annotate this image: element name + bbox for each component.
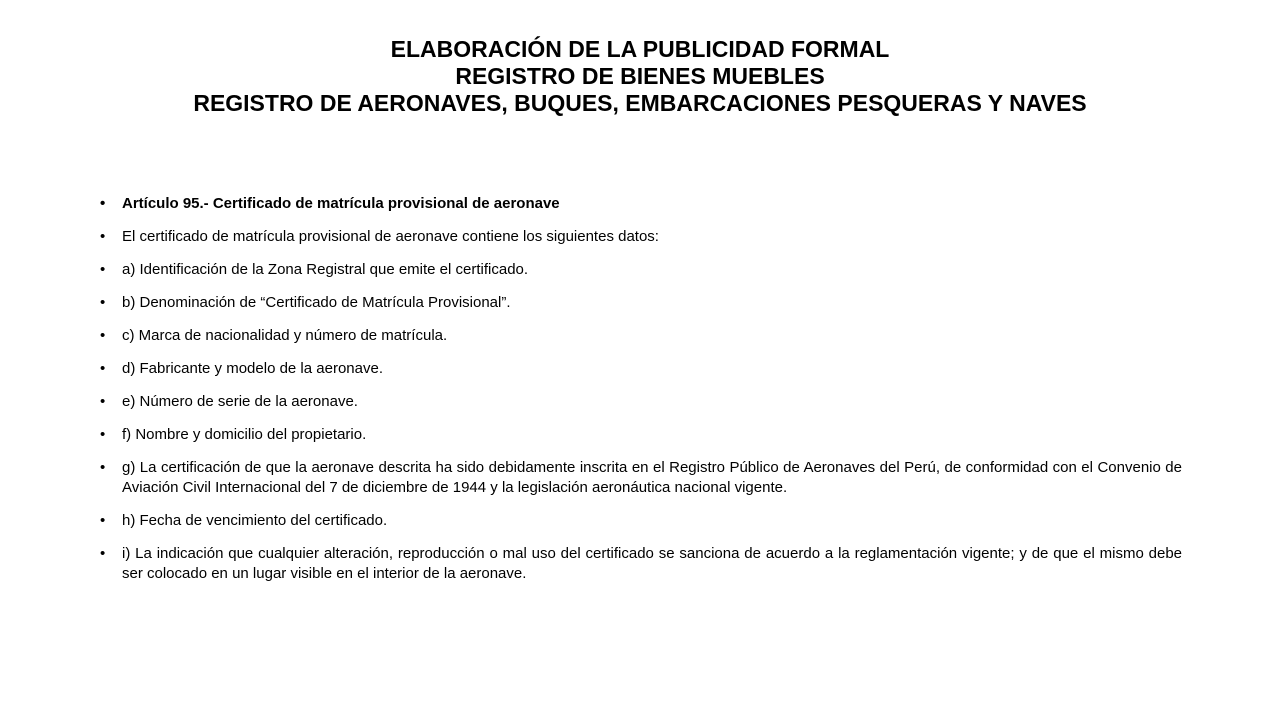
- bullet-item-g: • g) La certificación de que la aeronave descrita ha sido debidamente inscrita en el Registro Público de Aeronaves del Perú, de conformidad con el Convenio de Aviación Civil Internacional del 7 de diciembre de 1944 y la legislación aeronáutica nacional vigente.: [100, 458, 1182, 498]
- slide-title: [100, 36, 1180, 117]
- bullet-item-d: • d) Fabricante y modelo de la aeronave.: [100, 359, 1182, 379]
- article-heading: • Artículo 95.- Certificado de matrícula provisional de aeronave: [100, 194, 1182, 214]
- bullet-list: [100, 194, 1182, 597]
- bullet-item-e: • e) Número de serie de la aeronave.: [100, 392, 1182, 412]
- bullet-item-a: • a) Identificación de la Zona Registral que emite el certificado.: [100, 260, 1182, 280]
- bullet-item-f: • f) Nombre y domicilio del propietario.: [100, 425, 1182, 445]
- title-line-2: REGISTRO DE BIENES MUEBLES: [455, 63, 825, 89]
- title-line-3: REGISTRO DE AERONAVES, BUQUES, EMBARCACIONES PESQUERAS Y NAVES: [193, 90, 1087, 116]
- bullet-item-b: • b) Denominación de “Certificado de Matrícula Provisional”.: [100, 293, 1182, 313]
- bullet-item-h: • h) Fecha de vencimiento del certificado.: [100, 511, 1182, 531]
- title-line-1: ELABORACIÓN DE LA PUBLICIDAD FORMAL: [390, 36, 890, 62]
- bullet-intro: • El certificado de matrícula provisional de aeronave contiene los siguientes datos:: [100, 227, 1182, 247]
- bullet-item-i: • i) La indicación que cualquier alteración, reproducción o mal uso del certificado se sanciona de acuerdo a la reglamentación vigente; y de que el mismo debe ser colocado en un lugar visible en el interior de la aeronave.: [100, 544, 1182, 584]
- bullet-item-c: • c) Marca de nacionalidad y número de matrícula.: [100, 326, 1182, 346]
